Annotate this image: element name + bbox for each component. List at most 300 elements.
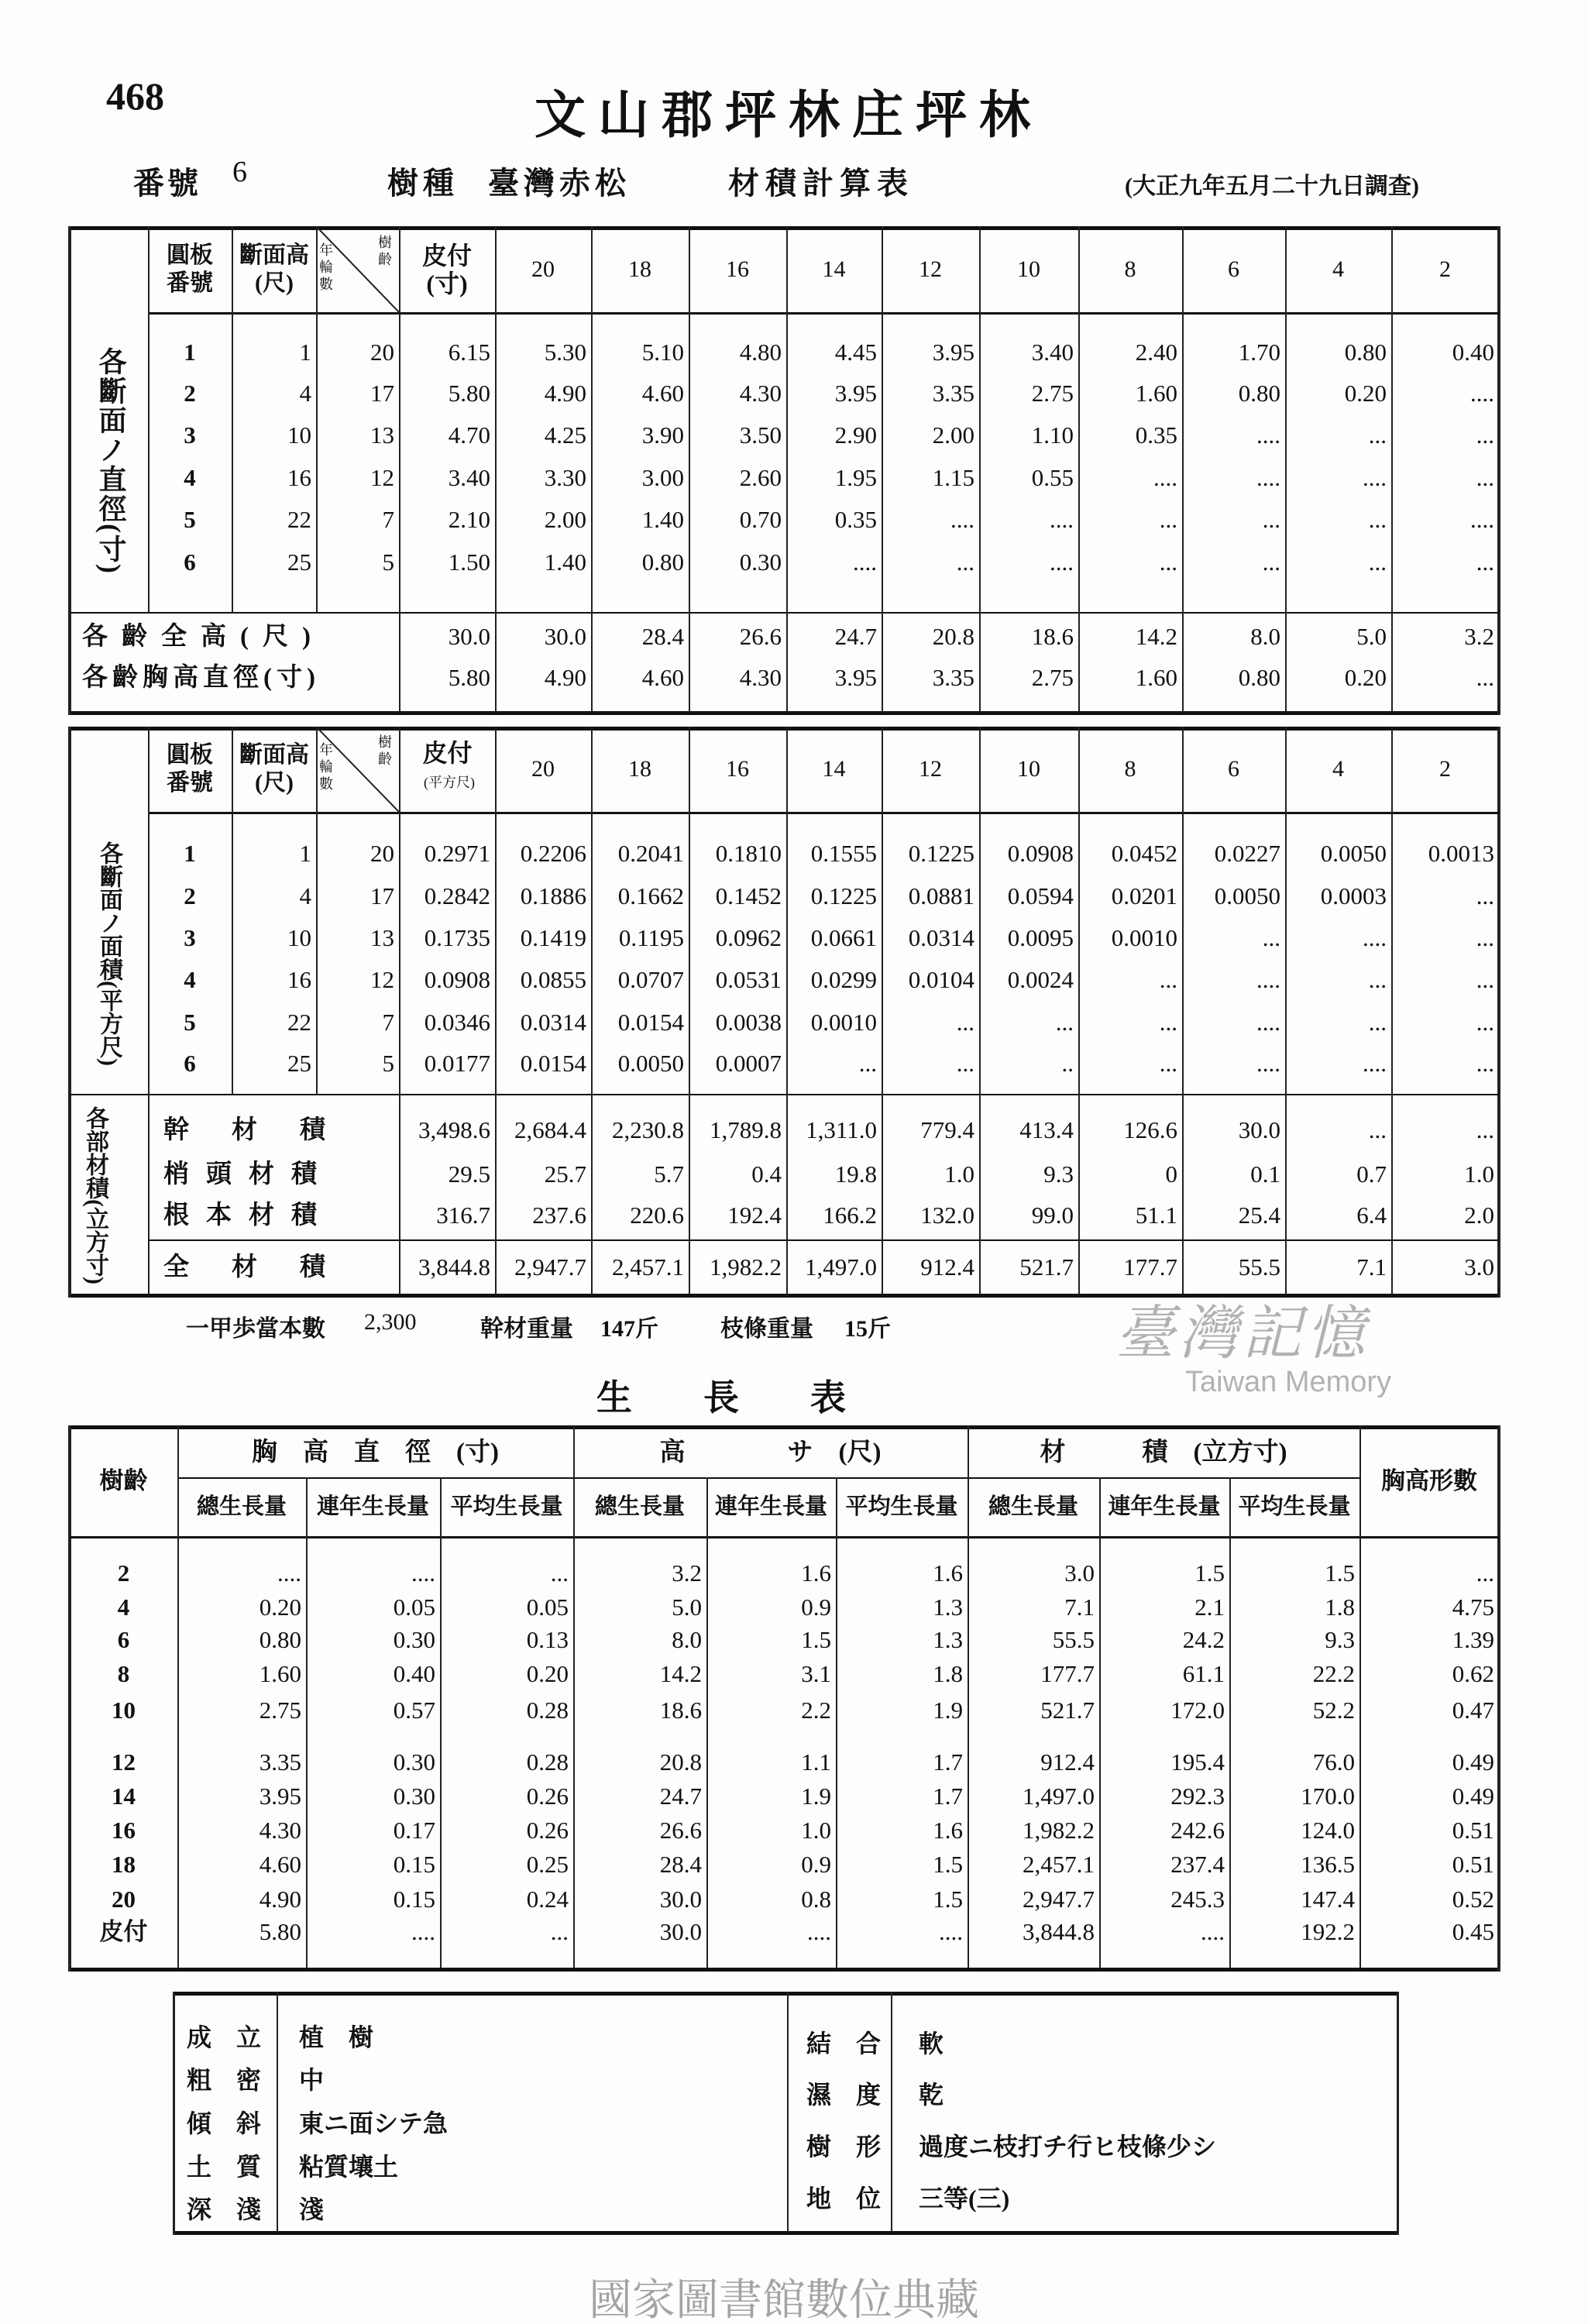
value-cell: 0.1555 [810, 840, 877, 867]
value-cell: 0.2041 [617, 840, 684, 867]
site-label: 濕 度 [806, 2081, 882, 2109]
value-cell: 1.6 [933, 1817, 963, 1844]
value-cell: 245.3 [1170, 1886, 1225, 1913]
value-cell: ... [1159, 548, 1177, 576]
ring-count: 17 [370, 380, 394, 407]
value-cell: 0.13 [526, 1626, 569, 1653]
site-label: 結 合 [806, 2030, 882, 2058]
value-cell: ... [1262, 924, 1280, 951]
value-cell: 0.1225 [810, 882, 877, 909]
value-cell: 0.15 [393, 1886, 435, 1913]
value-cell: 20.8 [932, 623, 974, 650]
bark-unit: (平方尺) [424, 775, 475, 790]
value-cell: ... [1476, 882, 1494, 909]
value-cell: 99.0 [1031, 1202, 1074, 1229]
group-header: 胸 高 直 徑 (寸) [252, 1439, 499, 1466]
number-label: 番號 [133, 166, 201, 201]
value-cell: 0.26 [526, 1783, 569, 1810]
value-cell: 1.70 [1238, 339, 1280, 366]
value-cell: 3.00 [641, 464, 684, 491]
value-cell: 1.6 [801, 1559, 831, 1587]
age-header-2: 2 [1439, 756, 1451, 782]
value-cell: 0.0314 [908, 924, 974, 951]
value-cell: 7.1 [1064, 1593, 1095, 1621]
disk-number: 5 [184, 506, 196, 533]
value-cell: 3.30 [544, 464, 586, 491]
value-cell: 76.0 [1312, 1748, 1355, 1776]
value-cell: 1.9 [933, 1697, 963, 1724]
age-header-8: 8 [1124, 756, 1136, 782]
ring-count: 5 [382, 1050, 394, 1077]
section-label: 各斷面ノ面積(平方尺) [96, 841, 122, 1066]
age-cell: 皮付 [99, 1918, 148, 1945]
value-cell: 1.5 [1194, 1559, 1225, 1587]
disk-number: 1 [184, 840, 196, 867]
column-line [787, 1992, 789, 2231]
section-height: 10 [287, 421, 311, 449]
page-title: 文山郡坪林庄坪林 [534, 88, 1043, 144]
value-cell: 2.60 [739, 464, 782, 491]
rule-line [68, 1425, 1500, 1429]
value-cell: ... [1368, 1116, 1387, 1143]
value-cell: ... [1476, 421, 1494, 449]
group-header: 高 サ (尺) [659, 1439, 882, 1466]
value-cell: 0.0908 [1007, 840, 1074, 867]
ring-count: 12 [370, 464, 394, 491]
value-cell: 1.40 [641, 506, 684, 533]
value-cell: 1.60 [259, 1660, 301, 1687]
disk-number: 3 [184, 421, 196, 449]
group-header: 材 積 (立方寸) [1040, 1439, 1287, 1466]
value-cell: 4.25 [544, 421, 586, 449]
value-cell: 2.00 [932, 421, 974, 449]
number-value: 6 [232, 156, 247, 188]
value-cell: .... [1256, 1009, 1280, 1036]
age-cell: 4 [117, 1593, 130, 1621]
value-cell: 220.6 [630, 1202, 684, 1229]
value-cell: 3.1 [801, 1660, 831, 1687]
age-cell: 20 [112, 1886, 136, 1913]
value-cell: 3,498.6 [418, 1116, 490, 1143]
bark-header: 皮付(寸) [421, 241, 472, 297]
age-header-2: 2 [1439, 256, 1451, 282]
age-header-16: 16 [726, 256, 749, 282]
value-cell: 2.10 [448, 506, 490, 533]
value-cell: 29.5 [448, 1160, 490, 1188]
value-cell: 0.0962 [715, 924, 782, 951]
summary-label: 各齡胸高直徑(寸) [82, 664, 320, 692]
value-cell: 1.8 [933, 1660, 963, 1687]
value-cell: 18.6 [659, 1697, 702, 1724]
value-cell: .... [1470, 506, 1494, 533]
value-cell: 26.6 [739, 623, 782, 650]
value-cell: 0.57 [393, 1697, 435, 1724]
value-cell: .... [939, 1918, 963, 1945]
value-cell: 0.28 [526, 1748, 569, 1776]
value-cell: 0.0010 [1111, 924, 1177, 951]
value-cell: 51.1 [1135, 1202, 1177, 1229]
stems-label: 一甲歩當本數 [186, 1316, 325, 1342]
value-cell: 2.0 [1464, 1202, 1494, 1229]
value-cell: .... [1256, 966, 1280, 993]
value-cell: 4.80 [739, 339, 782, 366]
age-cell: 8 [117, 1660, 130, 1687]
value-cell: 0.0154 [520, 1050, 586, 1077]
value-cell: ... [550, 1559, 569, 1587]
value-cell: 2.75 [1031, 380, 1074, 407]
value-cell: 30.0 [659, 1918, 702, 1945]
value-cell: 177.7 [1123, 1253, 1177, 1281]
site-label: 樹 形 [806, 2133, 882, 2161]
value-cell: 779.4 [920, 1116, 974, 1143]
rule-line [173, 2231, 1399, 2235]
value-cell: 0.0003 [1320, 882, 1387, 909]
species-label: 樹種 [387, 166, 459, 201]
value-cell: ... [1476, 1050, 1494, 1077]
value-cell: 0.2842 [424, 882, 490, 909]
age-header-18: 18 [628, 256, 651, 282]
value-cell: 0.2971 [424, 840, 490, 867]
site-value: 中 [299, 2066, 325, 2094]
value-cell: 0.1419 [520, 924, 586, 951]
species-value: 臺灣赤松 [488, 166, 631, 201]
value-cell: ... [1476, 1559, 1494, 1587]
value-cell: 1.6 [933, 1559, 963, 1587]
summary-label: 各齡全高(尺) [82, 623, 325, 651]
value-cell: 1,497.0 [1023, 1783, 1095, 1810]
section-label: 各斷面ノ直徑(寸) [95, 347, 126, 575]
value-cell: 292.3 [1170, 1783, 1225, 1810]
site-value: 粘質壤土 [299, 2153, 399, 2181]
value-cell: 0.1810 [715, 840, 782, 867]
table-name: 材積計算表 [728, 166, 914, 201]
value-cell: 5.80 [448, 664, 490, 691]
library-watermark: 國家圖書館數位典藏 [589, 2275, 979, 2324]
age-header-14: 14 [822, 756, 846, 782]
value-cell: 2,684.4 [514, 1116, 586, 1143]
value-cell: 6.15 [448, 339, 490, 366]
value-cell: 0.0177 [424, 1050, 490, 1077]
value-cell: 170.0 [1301, 1783, 1355, 1810]
value-cell: 5.80 [259, 1918, 301, 1945]
value-cell: 61.1 [1182, 1660, 1225, 1687]
disk-no-header: 圓板番號 [167, 242, 213, 296]
value-cell: 0.05 [526, 1593, 569, 1621]
rings-header: 年輪數 [319, 242, 333, 292]
value-cell: 1.3 [933, 1593, 963, 1621]
age-cell: 14 [112, 1783, 136, 1810]
value-cell: 0.0908 [424, 966, 490, 993]
section-height: 22 [287, 1009, 311, 1036]
site-value: 植 樹 [299, 2023, 374, 2051]
section-height-header: 斷面高(尺) [239, 242, 309, 296]
value-cell: ... [1368, 1009, 1387, 1036]
value-cell: 0.0299 [810, 966, 877, 993]
value-cell: 3.50 [739, 421, 782, 449]
value-cell: ... [1476, 464, 1494, 491]
value-cell: 30.0 [544, 623, 586, 650]
age-header-14: 14 [822, 256, 846, 282]
value-cell: 2,230.8 [612, 1116, 684, 1143]
value-cell: 1.15 [932, 464, 974, 491]
value-cell: 316.7 [436, 1202, 490, 1229]
value-cell: 3.0 [1464, 1253, 1494, 1281]
value-cell: 3,844.8 [418, 1253, 490, 1281]
taiwan-memory-logo [1115, 1303, 1391, 1399]
value-cell: 0.0095 [1007, 924, 1074, 951]
value-cell: 521.7 [1040, 1697, 1095, 1724]
value-cell: .... [1470, 380, 1494, 407]
section-height: 16 [287, 966, 311, 993]
value-cell: 6.4 [1356, 1202, 1387, 1229]
value-cell: 1.5 [1325, 1559, 1355, 1587]
value-cell: 5.0 [1356, 623, 1387, 650]
volume-label: 全材積 [163, 1253, 368, 1281]
value-cell: 5.30 [544, 339, 586, 366]
value-cell: 1.9 [801, 1783, 831, 1810]
value-cell: 0.0661 [810, 924, 877, 951]
value-cell: 25.4 [1238, 1202, 1280, 1229]
value-cell: 1.50 [448, 548, 490, 576]
value-cell: 237.6 [532, 1202, 586, 1229]
volume-label: 各部材積(立方寸) [82, 1105, 108, 1284]
value-cell: ... [1262, 506, 1280, 533]
ring-count: 12 [370, 966, 394, 993]
age-header-6: 6 [1228, 756, 1239, 782]
value-cell: 4.30 [739, 380, 782, 407]
section-height: 4 [299, 882, 311, 909]
value-cell: 0.30 [393, 1748, 435, 1776]
value-cell: 2.1 [1194, 1593, 1225, 1621]
value-cell: 4.90 [259, 1886, 301, 1913]
value-cell: ... [1476, 664, 1494, 691]
value-cell: 912.4 [920, 1253, 974, 1281]
value-cell: ... [1159, 1009, 1177, 1036]
value-cell: 0.0038 [715, 1009, 782, 1036]
value-cell: 0.26 [526, 1817, 569, 1844]
value-cell: 0.9 [801, 1593, 831, 1621]
age-header: 樹齡 [378, 734, 392, 767]
age-cell: 16 [112, 1817, 136, 1844]
value-cell: 0.62 [1452, 1660, 1494, 1687]
value-cell: 0.1662 [617, 882, 684, 909]
ring-count: 13 [370, 924, 394, 951]
value-cell: 30.0 [659, 1886, 702, 1913]
value-cell: 0.35 [1135, 421, 1177, 449]
value-cell: 0.30 [393, 1783, 435, 1810]
value-cell: 0.0010 [810, 1009, 877, 1036]
value-cell: ... [1368, 966, 1387, 993]
value-cell: 4.75 [1452, 1593, 1494, 1621]
value-cell: 0.0024 [1007, 966, 1074, 993]
value-cell: .... [1256, 464, 1280, 491]
value-cell: 0.80 [1238, 380, 1280, 407]
rule-line [173, 1992, 1399, 1996]
value-cell: 0.24 [526, 1886, 569, 1913]
value-cell: 0.35 [834, 506, 877, 533]
value-cell: .... [411, 1559, 435, 1587]
sub-header: 平均生長量 [1238, 1494, 1351, 1519]
value-cell: ... [1476, 1009, 1494, 1036]
age-cell: 2 [117, 1559, 130, 1587]
value-cell: 1.60 [1135, 380, 1177, 407]
value-cell: 912.4 [1040, 1748, 1095, 1776]
value-cell: 0 [1165, 1160, 1177, 1188]
site-label: 深 淺 [187, 2195, 262, 2223]
site-label: 土 質 [187, 2153, 262, 2181]
growth-table-title: 生 長 表 [596, 1378, 846, 1418]
value-cell: 24.2 [1182, 1626, 1225, 1653]
value-cell: .... [1256, 421, 1280, 449]
value-cell: 3.35 [932, 664, 974, 691]
value-cell: 0.80 [259, 1626, 301, 1653]
value-cell: 0.51 [1452, 1817, 1494, 1844]
value-cell: .... [1363, 1050, 1387, 1077]
value-cell: ... [1368, 548, 1387, 576]
value-cell: ... [956, 1009, 974, 1036]
value-cell: 4.70 [448, 421, 490, 449]
section-height-header: 斷面高(尺) [239, 742, 309, 796]
value-cell: 2.75 [259, 1697, 301, 1724]
value-cell: .... [950, 506, 974, 533]
value-cell: 0.0531 [715, 966, 782, 993]
value-cell: 1.5 [933, 1886, 963, 1913]
stem-weight-label: 幹材重量 [480, 1316, 573, 1342]
value-cell: 0.1735 [424, 924, 490, 951]
age-header-8: 8 [1124, 256, 1136, 282]
value-cell: 0.80 [1344, 339, 1387, 366]
value-cell: 1.95 [834, 464, 877, 491]
value-cell: 7.1 [1356, 1253, 1387, 1281]
logo-subtext: Taiwan Memory [1185, 1366, 1392, 1398]
rule-line [177, 1477, 573, 1479]
diagonal-divider [316, 727, 399, 812]
value-cell: 0.1 [1250, 1160, 1280, 1188]
value-cell: 3.2 [1464, 623, 1494, 650]
age-cell: 10 [112, 1697, 136, 1724]
survey-date: (大正九年五月二十九日調查) [1125, 174, 1419, 199]
age-header-6: 6 [1228, 256, 1239, 282]
sub-header: 連年生長量 [316, 1494, 429, 1519]
value-cell: 0.1886 [520, 882, 586, 909]
value-cell: ... [1476, 1116, 1494, 1143]
site-value: 淺 [299, 2195, 325, 2223]
value-cell: 2.00 [544, 506, 586, 533]
diagonal-divider [316, 226, 399, 312]
value-cell: 166.2 [823, 1202, 877, 1229]
section-height: 10 [287, 924, 311, 951]
rule-line [70, 1536, 1499, 1538]
section-height: 4 [299, 380, 311, 407]
value-cell: ... [956, 1050, 974, 1077]
ring-count: 17 [370, 882, 394, 909]
site-value: 乾 [919, 2081, 944, 2109]
value-cell: ... [1476, 548, 1494, 576]
value-cell: 0.40 [1452, 339, 1494, 366]
ring-count: 20 [370, 339, 394, 366]
value-cell: 5.10 [641, 339, 684, 366]
value-cell: 4.30 [259, 1817, 301, 1844]
value-cell: ... [1476, 966, 1494, 993]
value-cell: 0.0346 [424, 1009, 490, 1036]
value-cell: 3.95 [834, 380, 877, 407]
rule-line [148, 1239, 1499, 1241]
disk-number: 2 [184, 380, 196, 407]
age-header-12: 12 [919, 256, 942, 282]
value-cell: 147.4 [1301, 1886, 1355, 1913]
value-cell: 192.2 [1301, 1918, 1355, 1945]
site-label: 傾 斜 [187, 2109, 262, 2137]
value-cell: 0.0707 [617, 966, 684, 993]
value-cell: 0.20 [1344, 664, 1387, 691]
page-number: 468 [106, 74, 164, 118]
value-cell: 0.80 [1238, 664, 1280, 691]
disk-number: 5 [184, 1009, 196, 1036]
value-cell: 14.2 [659, 1660, 702, 1687]
value-cell: 5.0 [672, 1593, 702, 1621]
bark-header: 皮付 [422, 739, 473, 767]
value-cell: 2.75 [1031, 664, 1074, 691]
value-cell: .... [1153, 464, 1177, 491]
value-cell: 0.17 [393, 1817, 435, 1844]
value-cell: 30.0 [448, 623, 490, 650]
value-cell: 22.2 [1312, 1660, 1355, 1687]
value-cell: 0.0007 [715, 1050, 782, 1077]
value-cell: 192.4 [727, 1202, 782, 1229]
value-cell: 242.6 [1170, 1817, 1225, 1844]
disk-number: 3 [184, 924, 196, 951]
rings-header: 年輪數 [319, 742, 333, 792]
value-cell: 0.0013 [1428, 840, 1494, 867]
disk-number: 6 [184, 1050, 196, 1077]
age-header-10: 10 [1017, 256, 1040, 282]
value-cell: 1.60 [1135, 664, 1177, 691]
value-cell: ... [1055, 1009, 1074, 1036]
value-cell: 0.0050 [1214, 882, 1280, 909]
value-cell: .... [1050, 548, 1074, 576]
value-cell: 1,311.0 [806, 1116, 877, 1143]
value-cell: 1.3 [933, 1626, 963, 1653]
age-header: 樹齡 [99, 1467, 148, 1494]
rule-line [68, 711, 1500, 715]
stem-weight-value: 147斤 [600, 1316, 658, 1342]
value-cell: 0.80 [641, 548, 684, 576]
value-cell: 0.47 [1452, 1697, 1494, 1724]
age-cell: 6 [117, 1626, 130, 1653]
value-cell: 0.25 [526, 1851, 569, 1878]
value-cell: 0.0050 [1320, 840, 1387, 867]
ring-count: 20 [370, 840, 394, 867]
logo-text: 臺灣記憶 [1115, 1301, 1370, 1367]
sub-header: 連年生長量 [1108, 1494, 1221, 1519]
ring-count: 7 [382, 506, 394, 533]
sub-header: 平均生長量 [845, 1494, 958, 1519]
value-cell: ... [550, 1918, 569, 1945]
value-cell: 3.95 [834, 664, 877, 691]
value-cell: 0.0154 [617, 1009, 684, 1036]
value-cell: .... [1363, 924, 1387, 951]
value-cell: 4.60 [641, 664, 684, 691]
age-header-4: 4 [1332, 756, 1344, 782]
value-cell: 172.0 [1170, 1697, 1225, 1724]
value-cell: 3.0 [1064, 1559, 1095, 1587]
rule-line [148, 812, 1499, 814]
age-header-16: 16 [726, 756, 749, 782]
value-cell: 0.4 [751, 1160, 782, 1188]
value-cell: 1,497.0 [805, 1253, 877, 1281]
value-cell: ... [858, 1050, 877, 1077]
value-cell: 4.60 [259, 1851, 301, 1878]
